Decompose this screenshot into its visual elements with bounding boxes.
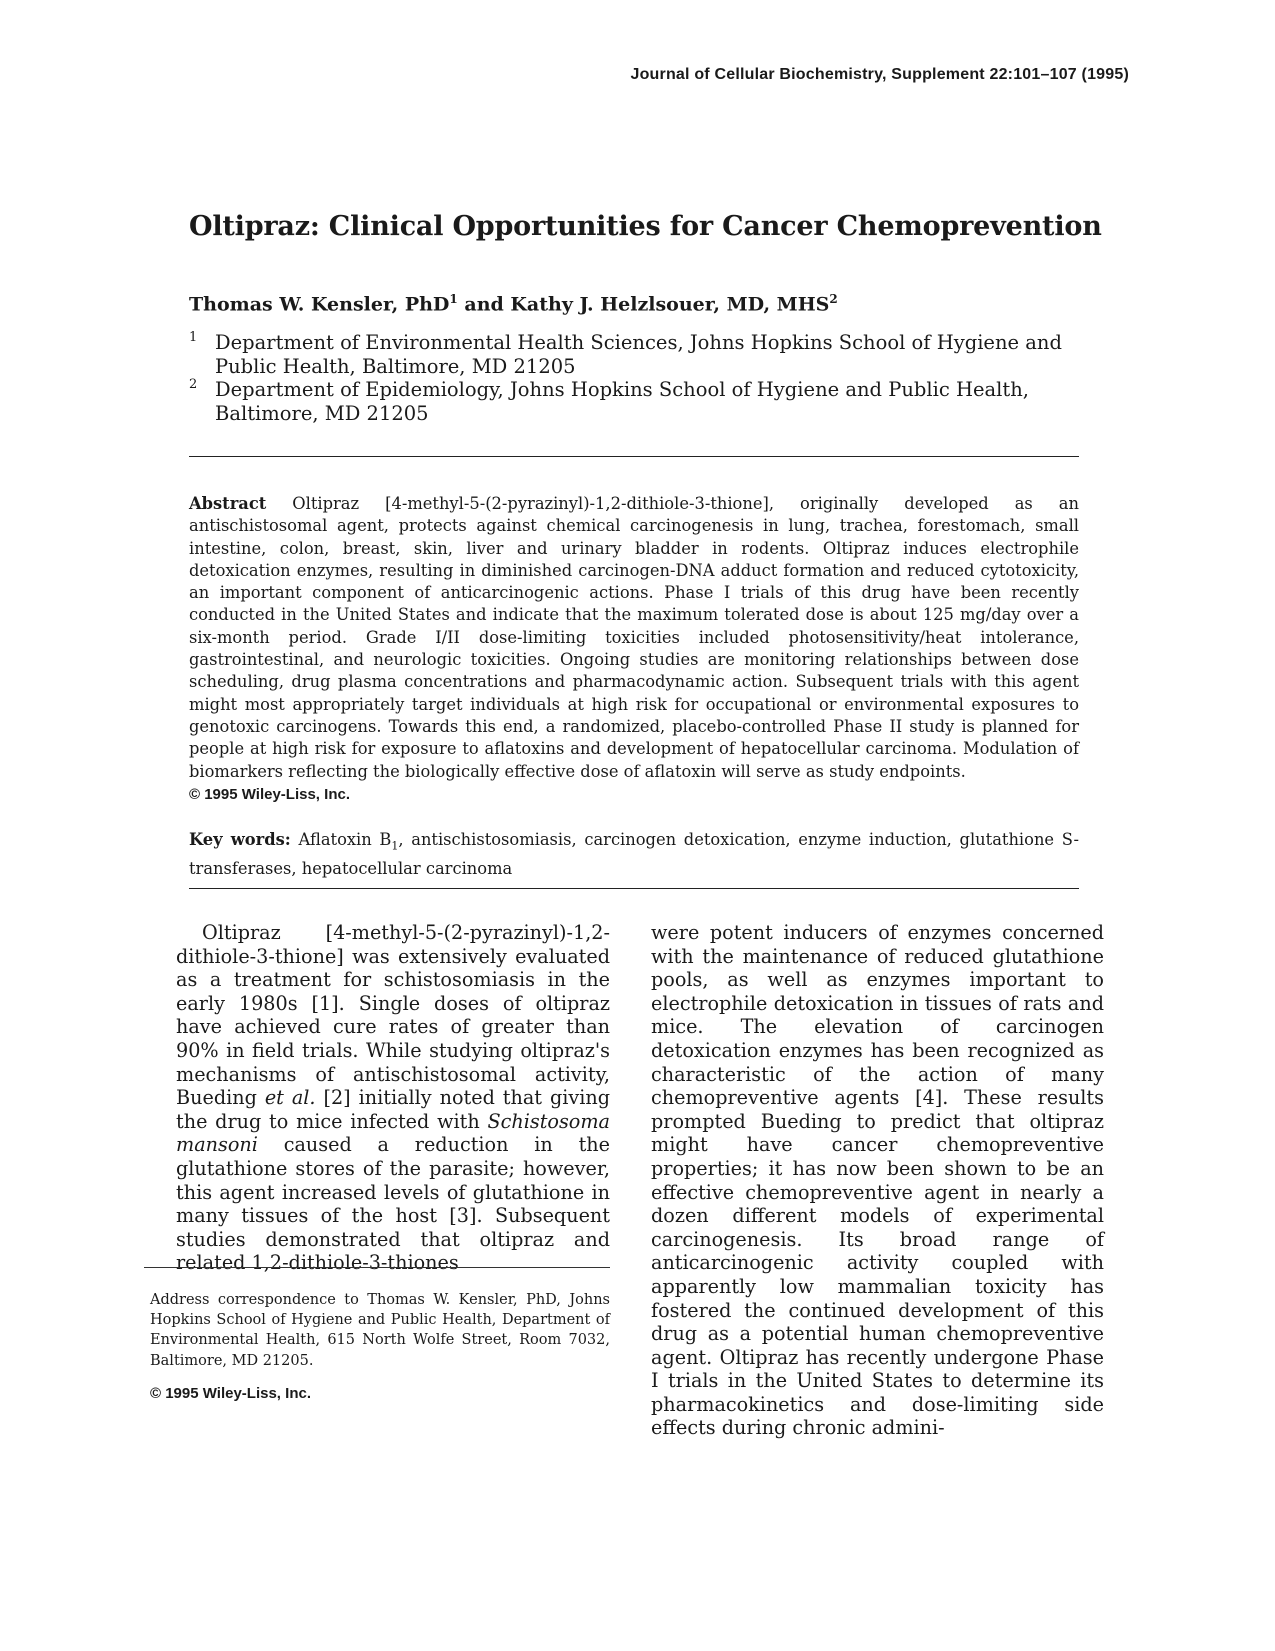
affiliation-text: Department of Environmental Health Sciences, Johns Hopkins School of Hygiene and Public Health, Baltimore, MD 21205 (215, 331, 1062, 378)
journal-header: Journal of Cellular Biochemistry, Supplement 22:101–107 (1995) (630, 66, 1129, 83)
footnote-rule (144, 1267, 610, 1268)
divider-bottom (189, 888, 1079, 889)
author-2: Kathy J. Helzlsouer, MD, MHS (510, 293, 830, 316)
body-text: Oltipraz [4-methyl-5-(2-pyrazinyl)-1,2-dithiole-3-thione] was extensively evaluated as a treatment for schistosomiasis in the early 1980s [1]. Single doses of oltipraz have achieved cure rates of greater than 90% in field trials. While studying oltipraz's mechanisms of antischistosomal activity, Bueding (176, 921, 610, 1110)
keywords-text-start: Aflatoxin B (298, 830, 392, 849)
author-1-affiliation-mark: 1 (449, 292, 458, 306)
body-paragraph (176, 921, 610, 1275)
body-text: [2] initially noted that giving the drug to mice infected with (176, 1086, 611, 1133)
abstract-copyright: © 1995 Wiley-Liss, Inc. (189, 785, 350, 803)
footnote-copyright: © 1995 Wiley-Liss, Inc. (150, 1385, 311, 1402)
body-paragraph: were potent inducers of enzymes concerned with the maintenance of reduced glutathione pools, as well as enzymes important to electrophile detoxication in tissues of rats and mice. The elevation of carcinogen detoxication enzymes has been recognized as characteristic of the action of many chemopreventive agents [4]. These results prompted Bueding to predict that oltipraz might have cancer chemopreventive properties; it has now been shown to be an effective chemopreventive agent in nearly a dozen different models of experimental carcinogenesis. Its broad range of anticarcinogenic activity coupled with apparently low mammalian toxicity has fostered the continued development of this drug as a potential human chemopreventive agent. Oltipraz has recently undergone Phase I trials in the United States to determine its pharmacokinetics and dose-limiting side effects during chronic admini- (651, 921, 1104, 1440)
affiliation-text: Department of Epidemiology, Johns Hopkins School of Hygiene and Public Health, Baltimore, MD 21205 (215, 378, 1029, 425)
affiliation-number: 2 (189, 377, 198, 392)
body-italic-etal: et al. (264, 1086, 316, 1110)
author-2-affiliation-mark: 2 (829, 292, 838, 306)
abstract (189, 493, 1079, 806)
affiliation-number: 1 (189, 330, 198, 345)
body-column-left (176, 921, 610, 1275)
keywords-label: Key words: (189, 830, 291, 849)
affiliation-1 (189, 331, 1089, 378)
affiliation-2 (189, 378, 1089, 425)
correspondence-footnote: Address correspondence to Thomas W. Kensler, PhD, Johns Hopkins School of Hygiene and Public Health, Department of Environmental Health, 615 North Wolfe Street, Room 7032, Baltimore, MD 21205. (150, 1292, 610, 1369)
author-line (189, 292, 1089, 315)
divider-top (189, 456, 1079, 457)
body-italic-species: Schistosoma mansoni (176, 1109, 610, 1157)
body-text: caused a reduction in the glutathione stores of the parasite; however, this agent increased levels of glutathione in many tissues of the host [3]. Subsequent studies demonstrated that oltipraz and related 1,2-dithiole-3-thiones (176, 1133, 610, 1275)
keywords-subscript: 1 (391, 839, 399, 853)
author-1: Thomas W. Kensler, PhD (189, 293, 450, 316)
abstract-label: Abstract (189, 494, 267, 513)
body-column-right (651, 921, 1104, 1440)
article-title: Oltipraz: Clinical Opportunities for Cancer Chemoprevention (189, 211, 1102, 242)
keywords-text-rest: , antischistosomiasis, carcinogen detoxication, enzyme induction, glutathione S-transferases, hepatocellular carcinoma (189, 830, 1079, 878)
abstract-text: Oltipraz [4-methyl-5-(2-pyrazinyl)-1,2-dithiole-3-thione], originally developed as an antischistosomal agent, protects against chemical carcinogenesis in lung, trachea, forestomach, small intestine, colon, breast, skin, liver and urinary bladder in rodents. Oltipraz induces electrophile detoxication enzymes, resulting in diminished carcinogen-DNA adduct formation and reduced cytotoxicity, an important component of anticarcinogenic actions. Phase I trials of this drug have been recently conducted in the United States and indicate that the maximum tolerated dose is about 125 mg/day over a six-month period. Grade I/II dose-limiting toxicities included photosensitivity/heat intolerance, gastrointestinal, and neurologic toxicities. Ongoing studies are monitoring relationships between dose scheduling, drug plasma concentrations and pharmacodynamic action. Subsequent trials with this agent might most appropriately target individuals at high risk for occupational or environmental exposures to genotoxic carcinogens. Towards this end, a randomized, placebo-controlled Phase II study is planned for people at high risk for exposure to aflatoxins and development of hepatocellular carcinoma. Modulation of biomarkers reflecting the biologically effective dose of aflatoxin will serve as study endpoints. (189, 494, 1079, 781)
keywords (189, 829, 1079, 880)
author-conjunction: and (457, 293, 511, 316)
